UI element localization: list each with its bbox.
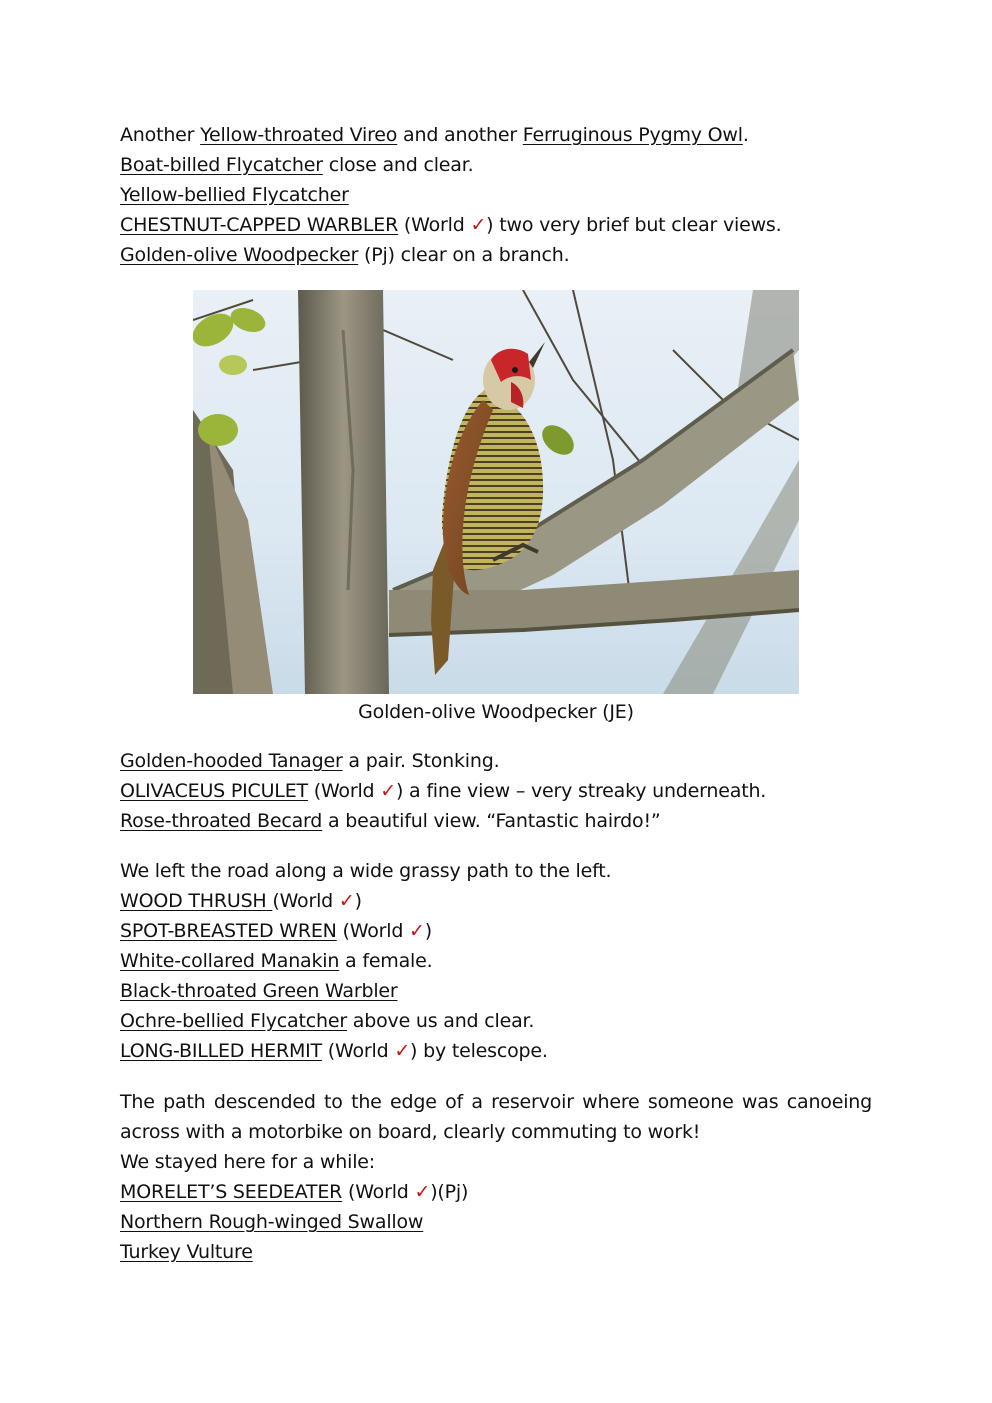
note-text: Another <box>120 124 201 146</box>
sighting-line <box>120 1237 872 1267</box>
note-text: We left the road along a wide grassy path to the left. <box>120 860 612 882</box>
note-text: a female. <box>339 950 433 972</box>
species-name: Black-throated Green Warbler <box>120 980 398 1002</box>
species-name: WOOD THRUSH <box>120 890 273 912</box>
sighting-line <box>120 240 872 270</box>
species-name: CHESTNUT-CAPPED WARBLER <box>120 214 399 236</box>
note-text: (World <box>321 1040 395 1062</box>
note-text: and another <box>397 124 523 146</box>
sighting-line <box>120 210 872 240</box>
check-icon: ✓ <box>409 920 425 942</box>
sighting-line <box>120 856 872 886</box>
sightings-list-1 <box>120 120 872 270</box>
reservoir-paragraph: The path descended to the edge of a reservoir where someone was canoeing across with a motorbike on board, clearly commuting to work! <box>120 1091 872 1143</box>
note-text: (World <box>342 1181 415 1203</box>
species-name: Rose-throated Becard <box>120 810 323 832</box>
species-name: LONG-BILLED HERMIT <box>120 1040 322 1062</box>
sighting-line <box>120 776 872 806</box>
sighting-line <box>120 1006 872 1036</box>
note-text: ) <box>354 890 362 912</box>
sighting-line <box>120 150 872 180</box>
note-text: (World <box>307 780 381 802</box>
species-name: Boat-billed Flycatcher <box>120 154 323 176</box>
sighting-line <box>120 916 872 946</box>
sighting-line <box>120 1147 872 1177</box>
species-name: Golden-olive Woodpecker <box>120 244 359 266</box>
note-text: (World <box>272 890 339 912</box>
check-icon: ✓ <box>414 1181 431 1203</box>
species-name: SPOT-BREASTED WREN <box>120 920 337 942</box>
check-icon: ✓ <box>380 780 396 802</box>
sighting-line <box>120 886 872 916</box>
note-text: ) <box>424 920 432 942</box>
sighting-line <box>120 1036 872 1066</box>
species-name: Northern Rough-winged Swallow <box>120 1211 424 1233</box>
sightings-list-3 <box>120 856 872 1066</box>
note-text: . <box>742 124 749 146</box>
note-text: a beautiful view. “Fantastic hairdo!” <box>322 810 661 832</box>
note-text: above us and clear. <box>346 1010 535 1032</box>
species-name: Yellow-throated Vireo <box>200 124 398 146</box>
check-icon: ✓ <box>338 890 355 912</box>
species-name: Ferruginous Pygmy Owl <box>522 124 743 146</box>
sighting-line <box>120 946 872 976</box>
sighting-line <box>120 976 872 1006</box>
note-text: a pair. Stonking. <box>342 750 500 772</box>
note-text: ) by telescope. <box>410 1040 548 1062</box>
species-name: Turkey Vulture <box>120 1241 253 1263</box>
species-name: White-collared Manakin <box>120 950 340 972</box>
species-name: MORELET’S SEEDEATER <box>120 1181 343 1203</box>
sighting-line <box>120 1177 872 1207</box>
species-name: Golden-hooded Tanager <box>120 750 343 772</box>
note-text: We stayed here for a while: <box>120 1151 375 1173</box>
species-name: OLIVACEUS PICULET <box>120 780 308 802</box>
sighting-line <box>120 746 872 776</box>
note-text: (Pj) clear on a branch. <box>358 244 570 266</box>
note-text: ) a fine view – very streaky underneath. <box>395 780 767 802</box>
note-text: (World <box>336 920 410 942</box>
check-icon: ✓ <box>470 214 487 236</box>
photo-caption: Golden-olive Woodpecker (JE) <box>358 701 634 723</box>
note-text: close and clear. <box>322 154 474 176</box>
note-text: (World <box>398 214 471 236</box>
sightings-list-2 <box>120 746 872 836</box>
sighting-line <box>120 1207 872 1237</box>
note-text: )(Pj) <box>430 1181 469 1203</box>
woodpecker-photo <box>193 290 799 694</box>
check-icon: ✓ <box>394 1040 411 1062</box>
sighting-line <box>120 806 872 836</box>
species-name: Ochre-bellied Flycatcher <box>120 1010 347 1032</box>
reservoir-section <box>120 1087 872 1267</box>
sighting-line <box>120 120 872 150</box>
sighting-line <box>120 180 872 210</box>
note-text: ) two very brief but clear views. <box>486 214 782 236</box>
species-name: Yellow-bellied Flycatcher <box>120 184 349 206</box>
sightings-list-4 <box>120 1147 872 1267</box>
